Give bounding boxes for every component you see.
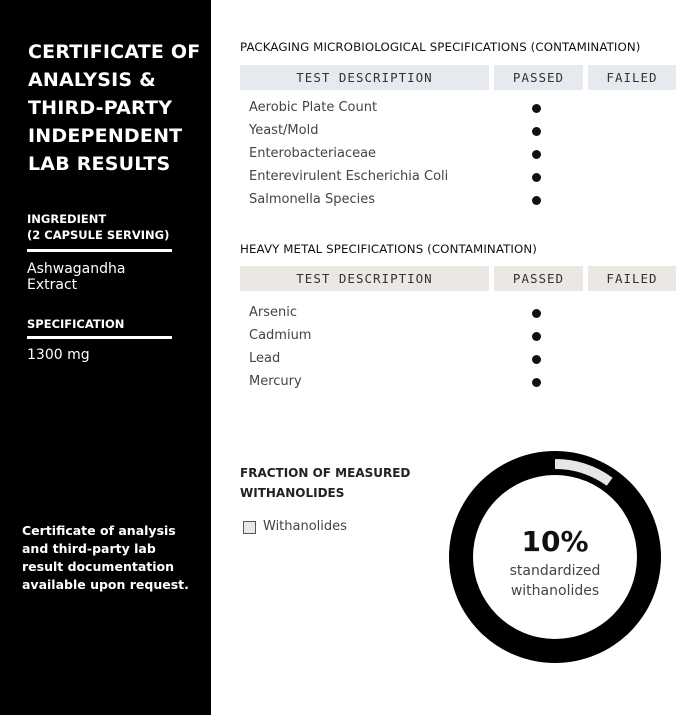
micro-section-title: PACKAGING MICROBIOLOGICAL SPECIFICATIONS (CONTAMINATION) (240, 40, 641, 54)
fraction-title-line1: FRACTION OF MEASURED (240, 466, 411, 480)
legend-label: Withanolides (263, 519, 347, 534)
metal-passed-dot (532, 332, 541, 341)
micro-passed-dot (532, 150, 541, 159)
metal-col-test-description: TEST DESCRIPTION (240, 266, 489, 291)
micro-col-passed: PASSED (494, 65, 583, 90)
micro-passed-dot (532, 196, 541, 205)
documentation-note: Certificate of analysis and third-party lab result documentation available upon request. (22, 523, 189, 592)
micro-row-label: Yeast/Mold (249, 123, 319, 138)
specification-label: SPECIFICATION (27, 317, 125, 331)
fraction-title-line2: WITHANOLIDES (240, 486, 345, 500)
ingredient-label: INGREDIENT (27, 212, 107, 226)
center-percent: 10% (521, 525, 589, 558)
micro-row-label: Enterevirulent Escherichia Coli (249, 169, 449, 184)
center-caption-line2: withanolides (510, 583, 600, 599)
micro-row-label: Enterobacteriaceae (249, 146, 377, 161)
micro-row-label: Salmonella Species (249, 192, 376, 207)
fraction-title (240, 463, 440, 503)
center-caption-line1: standardized (509, 563, 601, 579)
ingredient-value-line1: Ashwagandha (27, 261, 126, 277)
metal-passed-dot (532, 378, 541, 387)
micro-col-test-description: TEST DESCRIPTION (240, 65, 489, 90)
micro-passed-dot (532, 173, 541, 182)
legend-swatch (243, 521, 256, 534)
metal-row-label: Mercury (249, 374, 302, 389)
micro-passed-dot (532, 127, 541, 136)
specification-value: 1300 mg (27, 347, 90, 363)
micro-row-label: Aerobic Plate Count (249, 100, 378, 115)
ingredient-sublabel: (2 CAPSULE SERVING) (27, 228, 170, 242)
metal-passed-dot (532, 355, 541, 364)
metal-col-passed: PASSED (494, 266, 583, 291)
micro-col-failed: FAILED (588, 65, 676, 90)
metal-section-title: HEAVY METAL SPECIFICATIONS (CONTAMINATION) (240, 242, 537, 256)
metal-passed-dot (532, 309, 541, 318)
sidebar-title: CERTIFICATE OF ANALYSIS & THIRD-PARTY INDEPENDENT LAB RESULTS (28, 41, 201, 175)
metal-col-failed: FAILED (588, 266, 676, 291)
metal-row-label: Arsenic (249, 305, 298, 320)
ingredient-divider (27, 249, 172, 252)
ingredient-value-line2: Extract (27, 277, 78, 293)
sidebar (0, 0, 211, 715)
micro-passed-dot (532, 104, 541, 113)
specification-divider (27, 336, 172, 339)
metal-row-label: Cadmium (249, 328, 312, 343)
metal-row-label: Lead (249, 351, 281, 366)
